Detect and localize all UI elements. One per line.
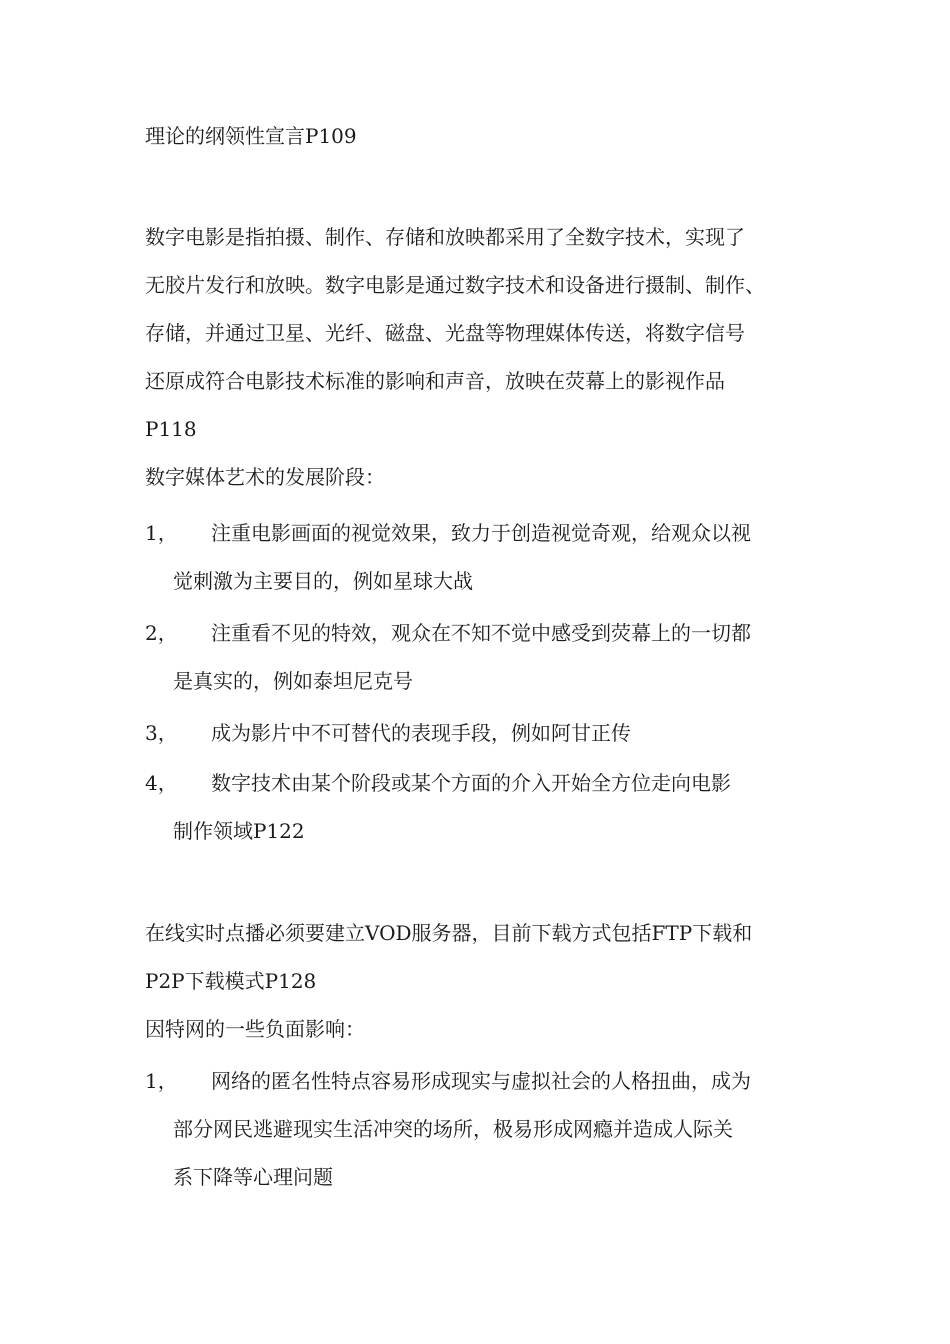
section-title: 因特网的一些负面影响： xyxy=(145,1017,365,1041)
section-title: 数字媒体艺术的发展阶段： xyxy=(145,465,385,489)
list-text: 数字技术由某个阶段或某个方面的介入开始全方位走向电影 xyxy=(211,771,731,795)
paragraph-line: 在线实时点播必须要建立VOD服务器，目前下载方式包括FTP下载和 xyxy=(145,921,753,945)
paragraph-line: 无胶片发行和放映。数字电影是通过数字技术和设备进行摄制、制作、 xyxy=(145,273,765,297)
list-text: 制作领域P122 xyxy=(173,819,305,843)
list-item xyxy=(145,709,810,757)
list-item xyxy=(145,509,810,605)
list-text: 觉刺激为主要目的，例如星球大战 xyxy=(173,569,473,593)
list-item xyxy=(145,759,810,855)
paragraph-vod xyxy=(145,909,810,1053)
list-text: 成为影片中不可替代的表现手段，例如阿甘正传 xyxy=(211,721,631,745)
list-number: 1， xyxy=(145,521,178,545)
list-item xyxy=(145,1057,810,1201)
list-number: 4， xyxy=(145,771,178,795)
list-number: 1， xyxy=(145,1069,178,1093)
list-text: 是真实的，例如泰坦尼克号 xyxy=(173,669,413,693)
heading-line xyxy=(145,112,810,160)
list-text: 注重看不见的特效，观众在不知不觉中感受到荧幕上的一切都 xyxy=(211,621,751,645)
list-text: 部分网民逃避现实生活冲突的场所，极易形成网瘾并造成人际关 xyxy=(173,1117,733,1141)
paragraph-digital-film xyxy=(145,213,810,501)
list-text: 网络的匿名性特点容易形成现实与虚拟社会的人格扭曲，成为 xyxy=(211,1069,751,1093)
paragraph-line: P118 xyxy=(145,417,197,441)
paragraph-line: 数字电影是指拍摄、制作、存储和放映都采用了全数字技术，实现了 xyxy=(145,225,745,249)
paragraph-line: 存储，并通过卫星、光纤、磁盘、光盘等物理媒体传送，将数字信号 xyxy=(145,321,745,345)
list-text: 系下降等心理问题 xyxy=(173,1165,333,1189)
paragraph-line: P2P下载模式P128 xyxy=(145,969,317,993)
heading-text: 理论的纲领性宣言P109 xyxy=(145,124,357,148)
paragraph-line: 还原成符合电影技术标准的影响和声音，放映在荧幕上的影视作品 xyxy=(145,369,725,393)
list-number: 3， xyxy=(145,721,178,745)
list-item xyxy=(145,609,810,705)
list-text: 注重电影画面的视觉效果，致力于创造视觉奇观，给观众以视 xyxy=(211,521,751,545)
list-number: 2， xyxy=(145,621,178,645)
